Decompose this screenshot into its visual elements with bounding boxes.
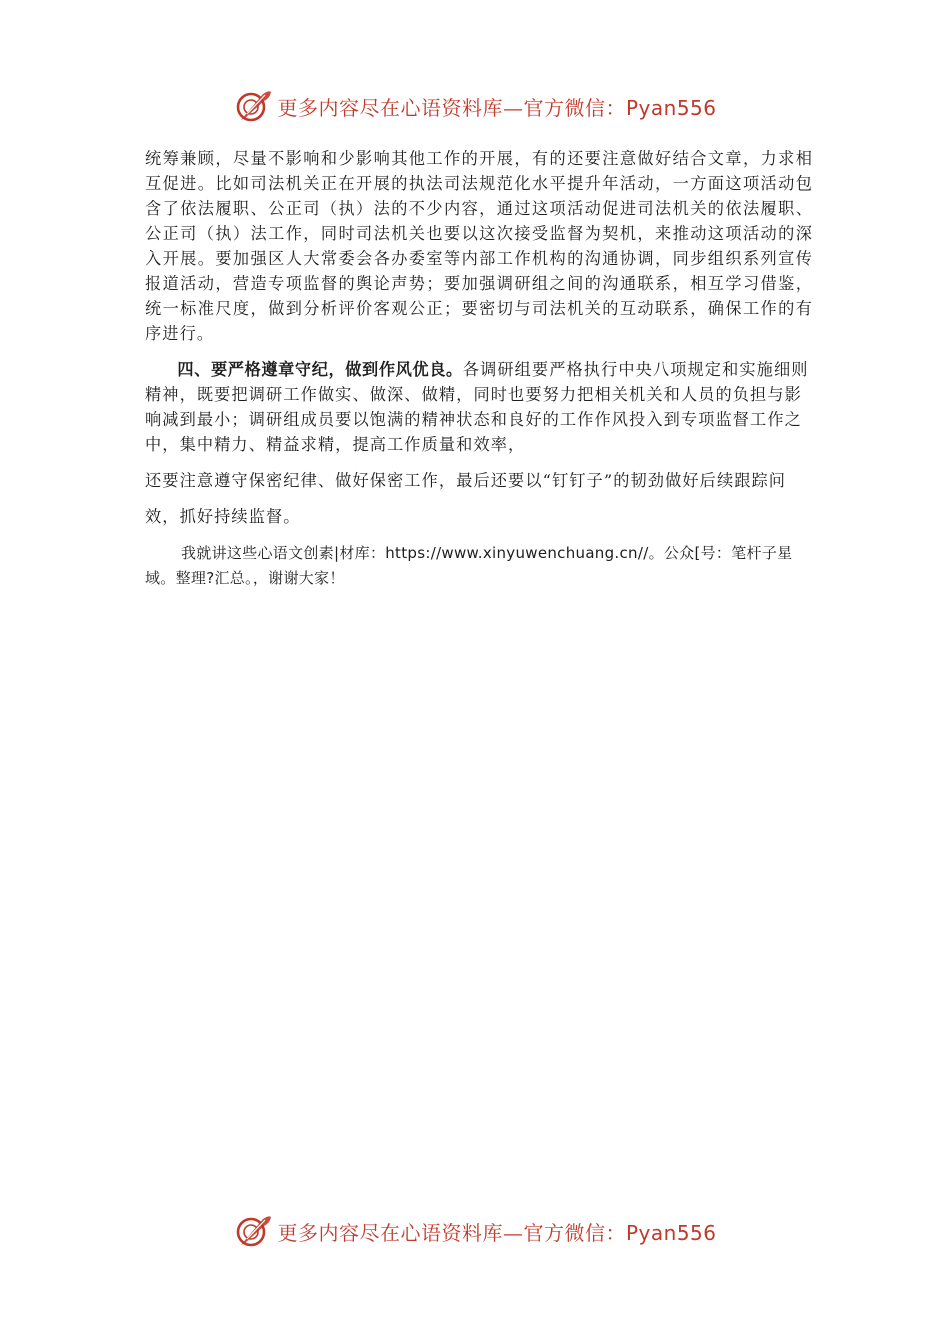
- feather-pen-logo-icon: [233, 1211, 273, 1251]
- section-heading: 四、要严格遵章守纪，做到作风优良。: [177, 360, 463, 379]
- feather-pen-logo-icon: [233, 86, 273, 126]
- paragraph-1: 统筹兼顾，尽量不影响和少影响其他工作的开展，有的还要注意做好结合文章，力求相互促进。比如司法机关正在开展的执法司法规范化水平提升年活动，一方面这项活动包含了依法履职、公正司（执）法的不少内容，通过这项活动促进司法机关的依法履职、公正司（执）法工作，同时司法机关也要以这次接受监督为契机，来推动这项活动的深入开展。要加强区人大常委会各办委室等内部工作机构的沟通协调，同步组织系列宣传报道活动，营造专项监督的舆论声势；要加强调研组之间的沟通联系，相互学习借鉴，统一标准尺度，做到分析评价客观公正；要密切与司法机关的互动联系，确保工作的有序进行。: [145, 149, 813, 343]
- banner-wechat-id: Pyan556: [625, 1220, 717, 1245]
- banner-text: 更多内容尽在心语资料库—官方微信：: [277, 95, 626, 120]
- paragraph-2-tail: 还要注意遵守保密纪律、做好保密工作，最后还要以“钉钉子”的韧劲做好后续跟踪问效，抓好持续监督。: [145, 471, 787, 526]
- closing-paragraph: 我就讲这些心语文创素|材库：https://www.xinyuwenchuang.cn//。公众[号：笔杆子星域。整理?汇总。，谢谢大家！: [145, 544, 793, 587]
- banner-wechat-id: Pyan556: [625, 95, 717, 120]
- paragraph-2: [145, 357, 813, 535]
- header-banner: [0, 84, 950, 128]
- footer-banner: [0, 1209, 950, 1253]
- paragraph-2-body: 各调研组要严格执行中央八项规定和实施细则精神，既要把调研工作做实、做深、做精，同时也要努力把相关机关和人员的负担与影响减到最小；调研组成员要以饱满的精神状态和良好的工作作风投入到专项监督工作之中，集中精力、精益求精，提高工作质量和效率，: [145, 360, 809, 454]
- document-body: [145, 146, 813, 591]
- banner-text: 更多内容尽在心语资料库—官方微信：: [277, 1220, 626, 1245]
